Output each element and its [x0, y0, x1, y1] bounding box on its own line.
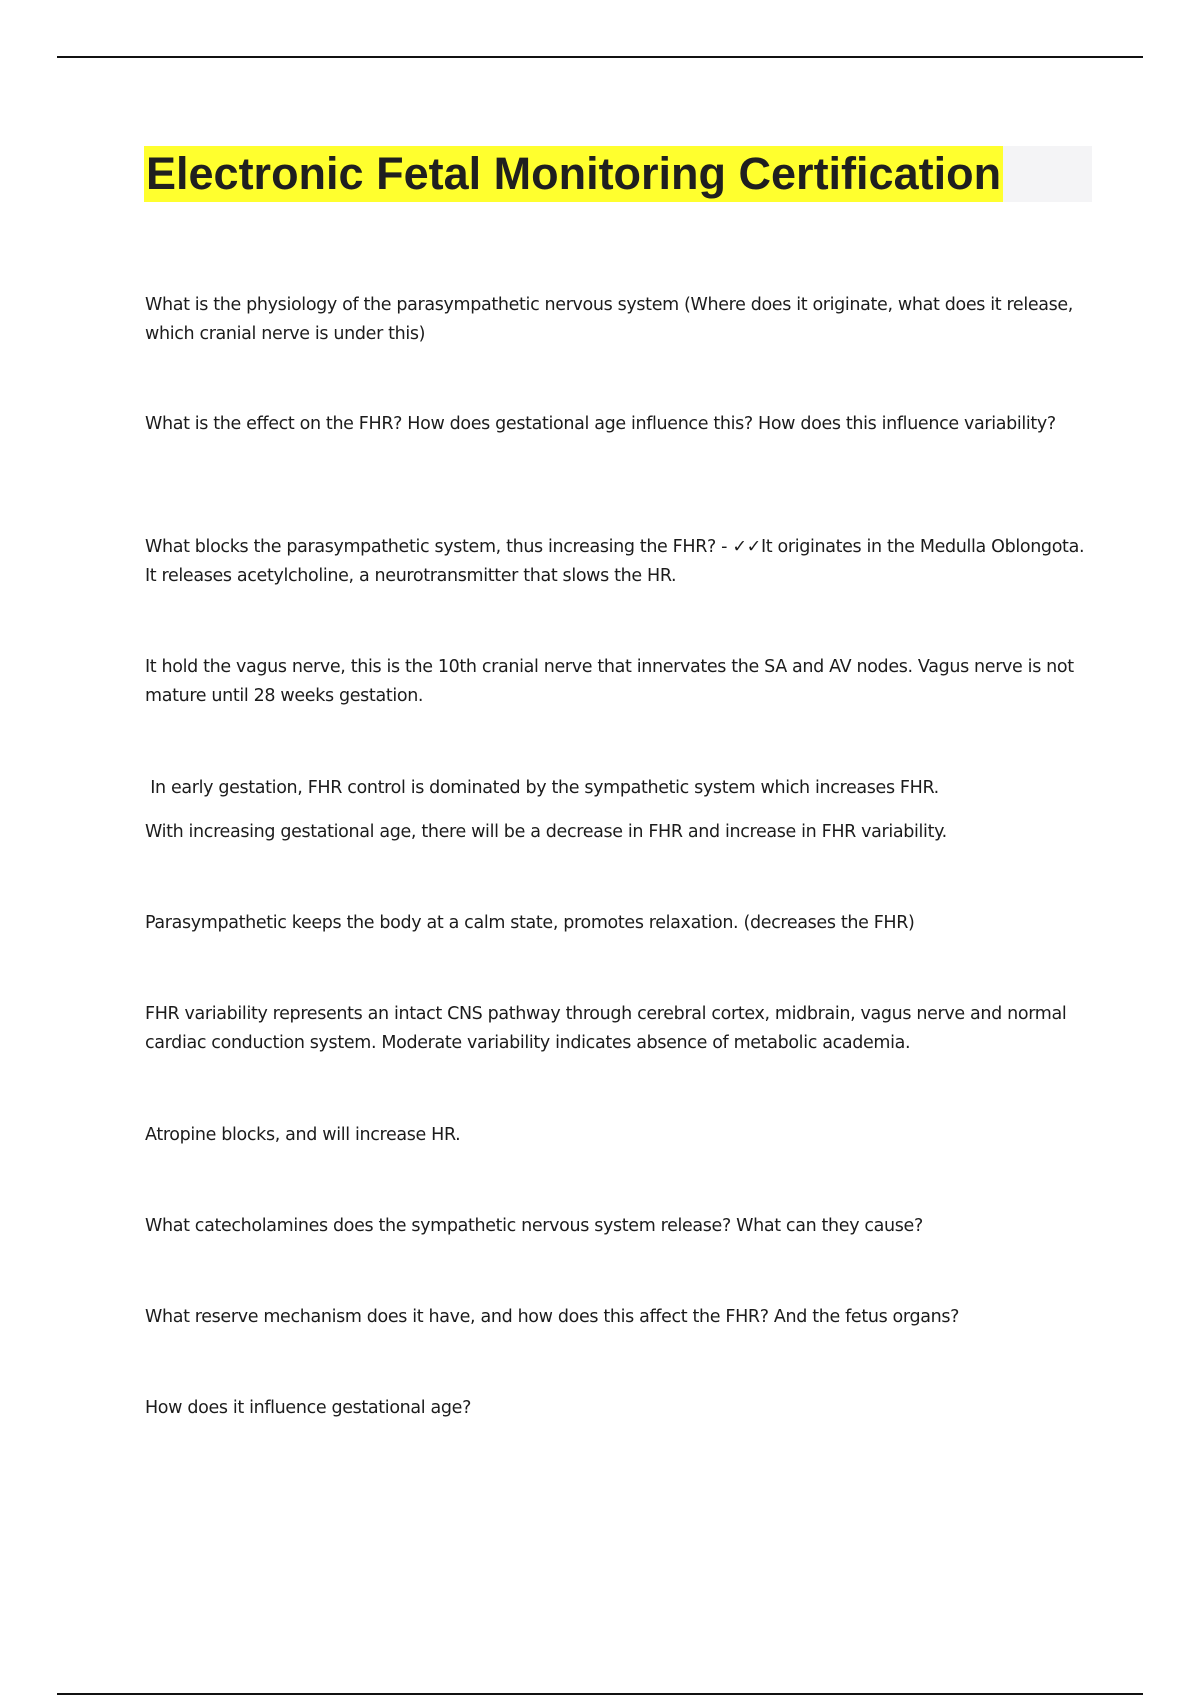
paragraph-9: Atropine blocks, and will increase HR. — [145, 1125, 461, 1145]
paragraph-2: What is the effect on the FHR? How does gestational age influence this? How does this influence variability? — [145, 414, 1056, 434]
document-title: Electronic Fetal Monitoring Certification — [144, 146, 1003, 202]
paragraph-3: What blocks the parasympathetic system, thus increasing the FHR? - ✓✓It originates in the Medulla Oblongota. It releases acetylcholine, a neurotransmitter that slows the HR. — [145, 537, 1085, 586]
paragraph-4: It hold the vagus nerve, this is the 10th cranial nerve that innervates the SA and AV nodes. Vagus nerve is not mature until 28 weeks gestation. — [145, 657, 1074, 706]
paragraph-12: How does it influence gestational age? — [145, 1398, 472, 1418]
paragraph-8: FHR variability represents an intact CNS pathway through cerebral cortex, midbrain, vagus nerve and normal cardiac conduction system. Moderate variability indicates absence of metabolic academia. — [145, 1004, 1067, 1053]
paragraph-6: With increasing gestational age, there will be a decrease in FHR and increase in FHR variability. — [145, 822, 947, 842]
top-rule — [57, 56, 1143, 58]
paragraph-1: What is the physiology of the parasympathetic nervous system (Where does it originate, what does it release, which cranial nerve is under this) — [145, 295, 1074, 344]
title-block — [144, 146, 1092, 202]
bottom-rule — [57, 1693, 1143, 1695]
paragraph-7: Parasympathetic keeps the body at a calm state, promotes relaxation. (decreases the FHR) — [145, 913, 915, 933]
paragraph-11: What reserve mechanism does it have, and how does this affect the FHR? And the fetus organs? — [145, 1307, 960, 1327]
paragraph-5: In early gestation, FHR control is dominated by the sympathetic system which increases FHR. — [145, 778, 939, 798]
paragraph-10: What catecholamines does the sympathetic nervous system release? What can they cause? — [145, 1216, 923, 1236]
